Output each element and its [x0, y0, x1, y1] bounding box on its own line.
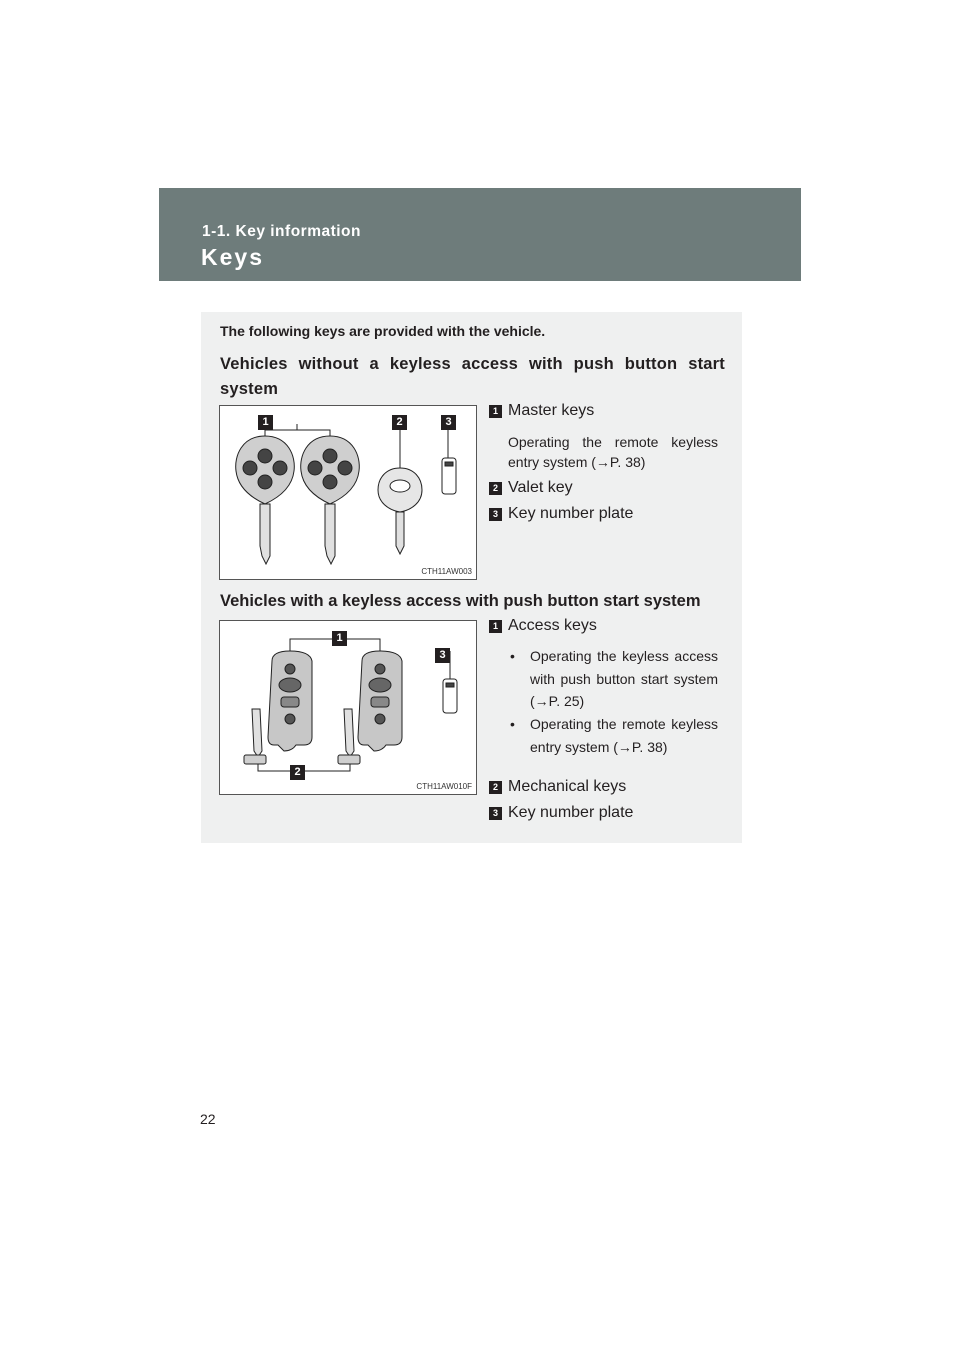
group1-heading: Vehicles without a keyless access with push button start system: [220, 355, 725, 398]
item-mechanical-keys: 2 Mechanical keys: [489, 778, 626, 796]
group2-heading: Vehicles with a keyless access with push button start system: [220, 592, 701, 610]
bullet-item: • Operating the remote keyless entry system (→P. 38): [510, 716, 718, 755]
callout-2: 2: [290, 765, 305, 780]
item-description: Operating the remote keyless entry system (→P. 38): [508, 434, 718, 470]
callout-2: 2: [392, 415, 407, 430]
keys-drawing-1: [220, 406, 476, 579]
callout-1: 1: [332, 631, 347, 646]
item-valet-key: 2 Valet key: [489, 479, 573, 497]
callout-1: 1: [258, 415, 273, 430]
intro-text: The following keys are provided with the vehicle.: [220, 323, 546, 339]
bullet-item: • Operating the keyless access with push button start system (→P. 25): [510, 648, 718, 709]
content-panel: [201, 312, 742, 843]
item-access-keys: 1 Access keys: [489, 617, 597, 635]
keys-illustration-1: [219, 405, 477, 580]
callout-3: 3: [435, 648, 450, 663]
callout-3: 3: [441, 415, 456, 430]
item-key-number-plate: 3 Key number plate: [489, 804, 633, 822]
figure-code: CTH11AW010F: [416, 782, 472, 791]
section-label: 1-1. Key information: [202, 223, 361, 240]
page-number: 22: [200, 1111, 216, 1127]
item-key-number-plate: 3 Key number plate: [489, 505, 633, 523]
chapter-header: [159, 188, 801, 281]
keys-drawing-2: [220, 621, 476, 794]
item-master-keys: 1 Master keys: [489, 402, 594, 420]
keys-illustration-2: [219, 620, 477, 795]
page-title: Keys: [201, 244, 264, 270]
figure-code: CTH11AW003: [421, 567, 472, 576]
